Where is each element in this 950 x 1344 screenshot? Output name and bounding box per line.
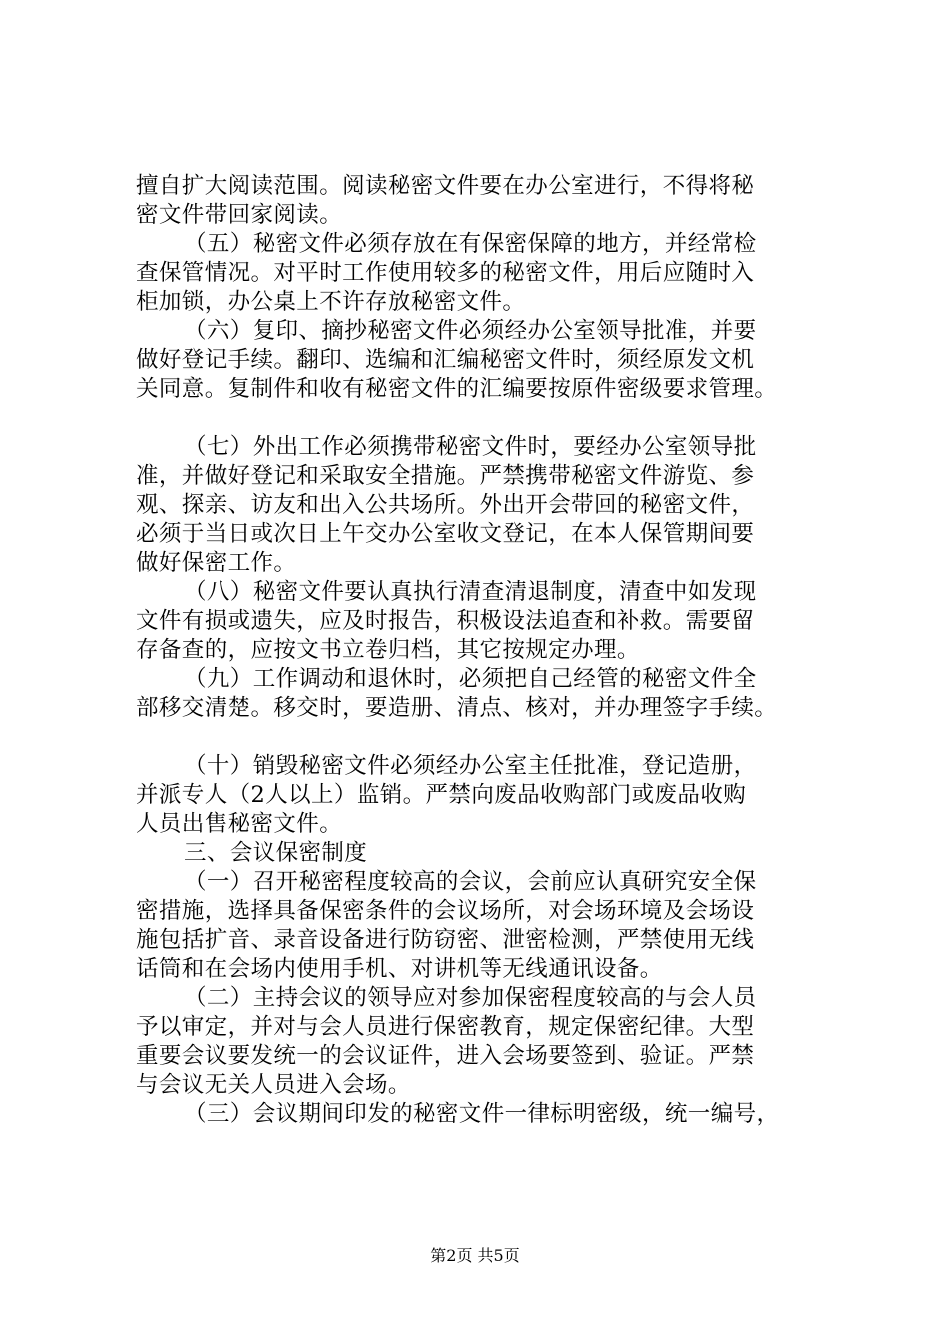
text-line: 部移交清楚。移交时，要造册、清点、核对，并办理签字手续。 bbox=[136, 695, 778, 721]
text-line: 重要会议要发统一的会议证件，进入会场要签到、验证。严禁 bbox=[136, 1043, 755, 1069]
text-line: 人员出售秘密文件。 bbox=[136, 811, 343, 837]
text-line: 擅自扩大阅读范围。阅读秘密文件要在办公室进行，不得将秘 bbox=[136, 173, 755, 199]
paragraph-gap bbox=[136, 723, 846, 752]
paragraph-start-line: （一）召开秘密程度较高的会议，会前应认真研究安全保 bbox=[184, 869, 757, 895]
paragraph-start-line: （九）工作调动和退休时，必须把自己经管的秘密文件全 bbox=[184, 666, 757, 692]
text-line: 准，并做好登记和采取安全措施。严禁携带秘密文件游览、参 bbox=[136, 463, 755, 489]
text-line: 观、探亲、访友和出入公共场所。外出开会带回的秘密文件， bbox=[136, 492, 755, 518]
text-line: 密措施，选择具备保密条件的会议场所，对会场环境及会场设 bbox=[136, 898, 755, 924]
text-line: 与会议无关人员进入会场。 bbox=[136, 1072, 411, 1098]
text-line: 密文件带回家阅读。 bbox=[136, 202, 343, 228]
section-heading: 三、会议保密制度 bbox=[184, 840, 368, 866]
paragraph-start-line: （八）秘密文件要认真执行清查清退制度，清查中如发现 bbox=[184, 579, 757, 605]
text-line: 存备查的，应按文书立卷归档，其它按规定办理。 bbox=[136, 637, 640, 663]
text-line: 查保管情况。对平时工作使用较多的秘密文件，用后应随时入 bbox=[136, 260, 755, 286]
text-line: 予以审定，并对与会人员进行保密教育，规定保密纪律。大型 bbox=[136, 1014, 755, 1040]
paragraph-start-line: （六）复印、摘抄秘密文件必须经办公室领导批准，并要 bbox=[184, 318, 757, 344]
paragraph-gap bbox=[136, 404, 846, 433]
paragraph-start-line: （二）主持会议的领导应对参加保密程度较高的与会人员 bbox=[184, 985, 757, 1011]
text-line: 做好保密工作。 bbox=[136, 550, 297, 576]
text-line: 并派专人（2人以上）监销。严禁向废品收购部门或废品收购 bbox=[136, 782, 747, 808]
text-line: 话筒和在会场内使用手机、对讲机等无线通讯设备。 bbox=[136, 956, 663, 982]
paragraph-start-line: （三）会议期间印发的秘密文件一律标明密级，统一编号， bbox=[184, 1101, 780, 1127]
text-line: 必须于当日或次日上午交办公室收文登记，在本人保管期间要 bbox=[136, 521, 755, 547]
text-line: 文件有损或遗失，应及时报告，积极设法追查和补救。需要留 bbox=[136, 608, 755, 634]
text-line: 做好登记手续。翻印、选编和汇编秘密文件时，须经原发文机 bbox=[136, 347, 755, 373]
text-line: 施包括扩音、录音设备进行防窃密、泄密检测，严禁使用无线 bbox=[136, 927, 755, 953]
paragraph-start-line: （十）销毁秘密文件必须经办公室主任批准，登记造册， bbox=[184, 753, 757, 779]
paragraph-start-line: （五）秘密文件必须存放在有保密保障的地方，并经常检 bbox=[184, 231, 757, 257]
document-body bbox=[136, 172, 846, 1129]
paragraph-start-line: （七）外出工作必须携带秘密文件时，要经办公室领导批 bbox=[184, 434, 757, 460]
text-line: 关同意。复制件和收有秘密文件的汇编要按原件密级要求管理。 bbox=[136, 376, 778, 402]
text-line: 柜加锁，办公桌上不许存放秘密文件。 bbox=[136, 289, 526, 315]
page-number-footer: 第2页 共5页 bbox=[430, 1246, 520, 1265]
